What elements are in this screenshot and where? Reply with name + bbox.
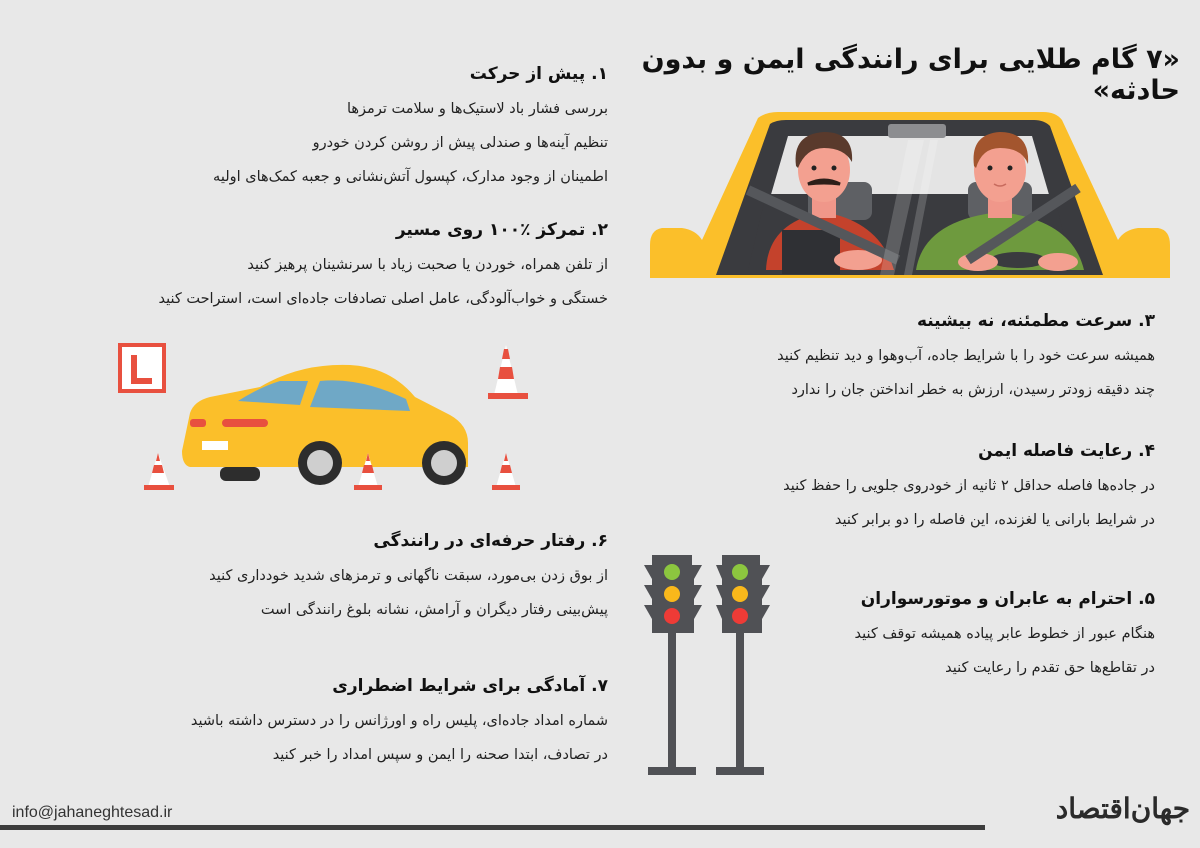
step-6-section: [209, 531, 608, 627]
step-2-line-1: از تلفن همراه، خوردن یا صحبت زیاد با سرنشینان پرهیز کنید: [247, 257, 608, 273]
step-6-line-2: پیش‌بینی رفتار دیگران و آرامش، نشانه بلوغ رانندگی است: [260, 602, 608, 618]
step-2-section: [158, 220, 608, 316]
traffic-light-icon: [716, 555, 770, 775]
step-3-line-1: همیشه سرعت خود را با شرایط جاده، آب‌وهوا و دید تنظیم کنید: [777, 348, 1155, 364]
step-4-line-1: در جاده‌ها فاصله حداقل ۲ ثانیه از خودروی جلویی را حفظ کنید: [783, 478, 1155, 494]
contact-email[interactable]: info@jahaneghtesad.ir: [12, 804, 173, 821]
step-1-section: [213, 64, 608, 194]
step-5-heading: ۵. احترام به عابران و موتورسواران: [860, 589, 1155, 609]
learner-car-illustration: [110, 335, 530, 495]
page-title: «۷ گام طلایی برای رانندگی ایمن و بدون حادثه»: [641, 44, 1180, 106]
step-5-line-2: در تقاطع‌ها حق تقدم را رعایت کنید: [945, 660, 1155, 676]
step-4-section: [783, 441, 1155, 537]
traffic-light-icon: [644, 555, 702, 775]
step-7-section: [191, 676, 608, 772]
publisher-logo: جهان‌اقتصاد: [1055, 792, 1190, 825]
step-3-section: [777, 311, 1155, 407]
learner-sign-icon: [120, 345, 164, 391]
step-5-line-1: هنگام عبور از خطوط عابر پیاده همیشه توقف کنید: [854, 626, 1155, 642]
step-7-line-1: شماره امداد جاده‌ای، پلیس راه و اورژانس را در دسترس داشته باشید: [190, 713, 608, 729]
step-6-line-1: از بوق زدن بی‌مورد، سبقت ناگهانی و ترمزهای شدید خودداری کنید: [209, 568, 608, 584]
step-2-heading: ۲. تمرکز ٪۱۰۰ روی مسیر: [395, 220, 608, 240]
step-4-line-2: در شرایط بارانی یا لغزنده، این فاصله را دو برابر کنید: [834, 512, 1155, 528]
traffic-cone-icon: [492, 453, 520, 490]
car-front-illustration: [648, 110, 1172, 282]
footer-divider: [0, 825, 985, 830]
step-7-heading: ۷. آمادگی برای شرایط اضطراری: [332, 676, 608, 696]
step-1-heading: ۱. پیش از حرکت: [469, 64, 608, 84]
step-6-heading: ۶. رفتار حرفه‌ای در رانندگی: [373, 531, 608, 551]
step-1-line-3: اطمینان از وجود مدارک، کپسول آتش‌نشانی و جعبه کمک‌های اولیه: [213, 169, 608, 185]
step-1-line-2: تنظیم آینه‌ها و صندلی پیش از روشن کردن خودرو: [312, 135, 608, 151]
step-2-line-2: خستگی و خواب‌آلودگی، عامل اصلی تصادفات جاده‌ای است، استراحت کنید: [158, 291, 608, 307]
step-5-section: [855, 589, 1155, 685]
traffic-cone-icon: [488, 345, 528, 399]
step-1-line-1: بررسی فشار باد لاستیک‌ها و سلامت ترمزها: [346, 101, 608, 117]
step-3-line-2: چند دقیقه زودتر رسیدن، ارزش به خطر انداختن جان را ندارد: [791, 382, 1155, 398]
traffic-cone-icon: [144, 453, 174, 490]
traffic-lights-illustration: [640, 555, 770, 785]
step-4-heading: ۴. رعایت فاصله ایمن: [978, 441, 1155, 461]
step-7-line-2: در تصادف، ابتدا صحنه را ایمن و سپس امداد را خبر کنید: [272, 747, 608, 763]
step-3-heading: ۳. سرعت مطمئنه، نه بیشینه: [916, 311, 1155, 331]
